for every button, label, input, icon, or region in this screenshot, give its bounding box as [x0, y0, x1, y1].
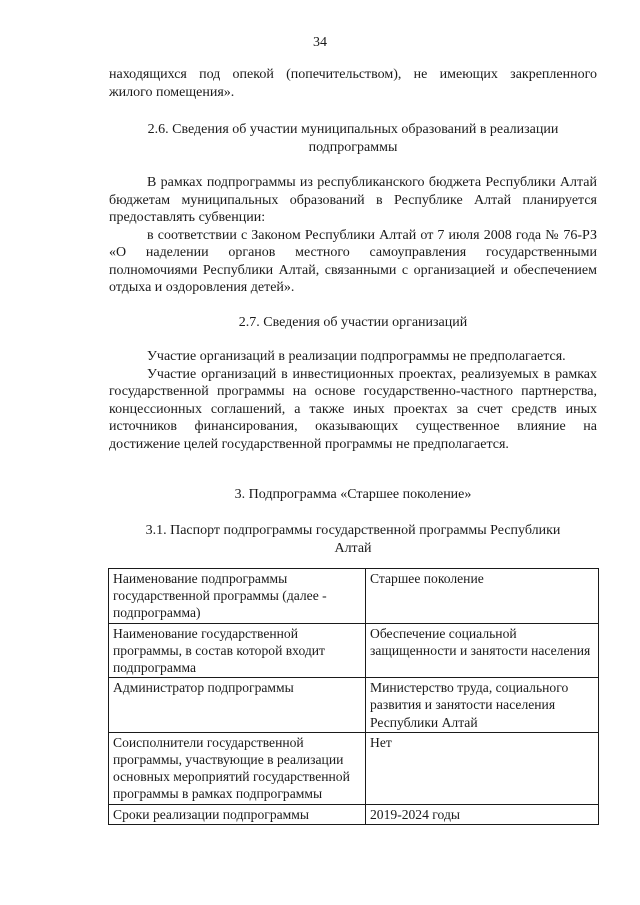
page-number: 34: [313, 35, 327, 50]
table-row: [109, 623, 599, 678]
table-cell-label: Соисполнители государственной программы, участвующие в реализации основных мероприятий государственной программы в рамках подпрограммы: [109, 732, 366, 804]
section-2-7-paragraph-1: Участие организаций в реализации подпрограммы не предполагается.: [147, 349, 566, 364]
section-2-6-heading-line-2: подпрограммы: [308, 140, 398, 155]
section-3-1-heading: [109, 522, 597, 558]
table-row: [109, 678, 599, 733]
section-2-6-paragraph-1: В рамках подпрограммы из республиканского бюджета Республики Алтай бюджетам муниципальных образований в Республике Алтай планируется предоставлять субвенции:: [109, 175, 597, 225]
table-cell-value: Обеспечение социальной защищенности и занятости населения: [366, 623, 599, 678]
table-cell-value: Министерство труда, социального развития и занятости населения Республики Алтай: [366, 678, 599, 733]
table-row: [109, 732, 599, 804]
intro-paragraph: [109, 66, 597, 101]
section-2-6-heading: [109, 121, 597, 157]
intro-line-2: жилого помещения».: [109, 84, 235, 100]
section-2-7-paragraph-2: Участие организаций в инвестиционных проектах, реализуемых в рамках государственной программы на основе государственно-частного партнерства, концессионных соглашений, а также иных проектах за счет средств иных источников финансирования, оказывающих существенное влияние на достижение целей государственной программы не предполагается.: [109, 366, 597, 452]
table-cell-value: Старшее поколение: [366, 569, 599, 624]
section-2-6-paragraph-2: в соответствии с Законом Республики Алтай от 7 июля 2008 года № 76-РЗ «О наделении органов местного самоуправления государственными полномочиями Республики Алтай, связанными с организацией и обеспечением отдыха и оздоровления детей».: [109, 227, 597, 295]
table-cell-value: 2019-2024 годы: [366, 804, 599, 824]
section-2-7-heading: [109, 314, 597, 332]
section-2-6-body: [109, 174, 597, 297]
section-3-heading-text: 3. Подпрограмма «Старшее поколение»: [234, 487, 472, 502]
section-2-6-heading-line-1: 2.6. Сведения об участии муниципальных образований в реализации: [147, 122, 559, 137]
table-row: [109, 804, 599, 824]
table-cell-value: Нет: [366, 732, 599, 804]
intro-line-1: находящихся под опекой (попечительством), не имеющих закрепленного: [109, 67, 597, 82]
section-2-7-heading-text: 2.7. Сведения об участии организаций: [238, 315, 468, 330]
section-3-1-heading-line-1: 3.1. Паспорт подпрограммы государственной программы Республики: [145, 523, 561, 538]
section-3-1-heading-line-2: Алтай: [334, 541, 372, 556]
table-cell-label: Наименование государственной программы, в состав которой входит подпрограмма: [109, 623, 366, 678]
table-cell-label: Наименование подпрограммы государственной программы (далее - подпрограмма): [109, 569, 366, 624]
section-3-heading: [109, 486, 597, 504]
section-2-7-body: [109, 348, 597, 453]
table-row: [109, 569, 599, 624]
passport-table: [108, 568, 599, 825]
table-cell-label: Сроки реализации подпрограммы: [109, 804, 366, 824]
table-cell-label: Администратор подпрограммы: [109, 678, 366, 733]
